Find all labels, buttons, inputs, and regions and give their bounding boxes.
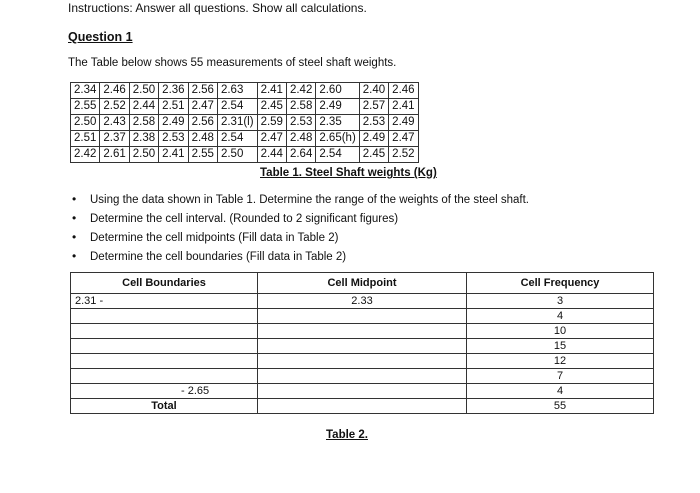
table-row [71, 399, 654, 414]
weight-cell: 2.47 [188, 99, 217, 115]
task-item [72, 247, 529, 266]
midpoint-cell [258, 399, 467, 414]
weight-cell: 2.54 [316, 147, 359, 163]
weight-cell: 2.49 [316, 99, 359, 115]
task-text: Determine the cell interval. (Rounded to 2 significant figures) [90, 213, 399, 225]
weight-cell: 2.54 [217, 131, 257, 147]
weight-cell: 2.44 [257, 147, 286, 163]
table-row [71, 354, 654, 369]
weight-cell: 2.52 [389, 147, 418, 163]
table2-caption: Table 2. [326, 429, 368, 441]
weight-cell: 2.53 [286, 115, 315, 131]
weight-cell: 2.64 [286, 147, 315, 163]
weight-cell: 2.48 [188, 131, 217, 147]
bullet-icon: • [72, 249, 77, 263]
table-row [71, 83, 419, 99]
weight-cell: 2.49 [389, 115, 418, 131]
weight-cell: 2.45 [257, 99, 286, 115]
weight-cell: 2.60 [316, 83, 359, 99]
weight-cell: 2.47 [257, 131, 286, 147]
task-text: Determine the cell boundaries (Fill data in Table 2) [90, 251, 347, 263]
midpoint-cell [258, 339, 467, 354]
weight-cell: 2.46 [389, 83, 418, 99]
task-text: Using the data shown in Table 1. Determine the range of the weights of the steel shaft. [90, 194, 529, 206]
weight-cell: 2.34 [71, 83, 100, 99]
weight-cell: 2.63 [217, 83, 257, 99]
weight-cell: 2.31(l) [217, 115, 257, 131]
weight-cell: 2.61 [100, 147, 129, 163]
weight-cell: 2.53 [359, 115, 388, 131]
weight-cell: 2.59 [257, 115, 286, 131]
frequency-cell: 55 [467, 399, 654, 414]
weight-cell: 2.45 [359, 147, 388, 163]
bullet-icon: • [72, 230, 77, 244]
header-cell-midpoint: Cell Midpoint [258, 273, 467, 294]
table-row [71, 339, 654, 354]
weight-cell: 2.56 [188, 83, 217, 99]
task-list [72, 190, 529, 266]
header-cell-frequency: Cell Frequency [467, 273, 654, 294]
weight-cell: 2.58 [286, 99, 315, 115]
frequency-cell: 15 [467, 339, 654, 354]
boundary-cell: Total [71, 399, 258, 414]
question-heading: Question 1 [68, 30, 133, 44]
boundary-cell [71, 369, 258, 384]
weight-cell: 2.49 [159, 115, 188, 131]
weight-cell: 2.38 [129, 131, 158, 147]
weight-cell: 2.53 [159, 131, 188, 147]
weight-cell: 2.51 [159, 99, 188, 115]
task-item [72, 228, 529, 247]
task-item [72, 209, 529, 228]
table-row [71, 369, 654, 384]
boundary-cell [71, 339, 258, 354]
header-cell-boundaries: Cell Boundaries [71, 273, 258, 294]
intro-text: The Table below shows 55 measurements of steel shaft weights. [68, 57, 397, 69]
frequency-cell: 4 [467, 384, 654, 399]
weight-cell: 2.42 [286, 83, 315, 99]
table-header-row [71, 273, 654, 294]
boundary-cell [71, 324, 258, 339]
boundary-cell: 2.31 - [71, 294, 258, 309]
weight-cell: 2.37 [100, 131, 129, 147]
bullet-icon: • [72, 192, 77, 206]
table-row [71, 384, 654, 399]
bullet-icon: • [72, 211, 77, 225]
boundary-cell [71, 309, 258, 324]
table-row [71, 99, 419, 115]
weight-cell: 2.49 [359, 131, 388, 147]
weight-cell: 2.43 [100, 115, 129, 131]
frequency-cell: 4 [467, 309, 654, 324]
midpoint-cell [258, 384, 467, 399]
weight-cell: 2.41 [389, 99, 418, 115]
weight-cell: 2.50 [217, 147, 257, 163]
weight-cell: 2.41 [159, 147, 188, 163]
weight-cell: 2.50 [129, 147, 158, 163]
weight-cell: 2.55 [188, 147, 217, 163]
weight-cell: 2.56 [188, 115, 217, 131]
table-row [71, 131, 419, 147]
weight-cell: 2.40 [359, 83, 388, 99]
frequency-cell: 12 [467, 354, 654, 369]
boundary-cell [71, 354, 258, 369]
weight-cell: 2.55 [71, 99, 100, 115]
weight-cell: 2.65(h) [316, 131, 359, 147]
steel-shaft-weights-table [70, 82, 419, 163]
weight-cell: 2.58 [129, 115, 158, 131]
weight-cell: 2.50 [71, 115, 100, 131]
weight-cell: 2.41 [257, 83, 286, 99]
table-row [71, 294, 654, 309]
frequency-cell: 10 [467, 324, 654, 339]
midpoint-cell [258, 369, 467, 384]
table-row [71, 309, 654, 324]
midpoint-cell [258, 354, 467, 369]
weight-cell: 2.52 [100, 99, 129, 115]
frequency-table [70, 272, 654, 414]
weight-cell: 2.36 [159, 83, 188, 99]
weight-cell: 2.46 [100, 83, 129, 99]
weight-cell: 2.47 [389, 131, 418, 147]
weight-cell: 2.44 [129, 99, 158, 115]
weight-cell: 2.50 [129, 83, 158, 99]
weight-cell: 2.42 [71, 147, 100, 163]
frequency-cell: 7 [467, 369, 654, 384]
boundary-cell: - 2.65 [71, 384, 258, 399]
table1-caption: Table 1. Steel Shaft weights (Kg) [260, 167, 437, 179]
table-row [71, 147, 419, 163]
weight-cell: 2.48 [286, 131, 315, 147]
table-row [71, 115, 419, 131]
midpoint-cell [258, 324, 467, 339]
task-text: Determine the cell midpoints (Fill data in Table 2) [90, 232, 339, 244]
table-row [71, 324, 654, 339]
instructions-text: Instructions: Answer all questions. Show all calculations. [68, 1, 367, 15]
weight-cell: 2.54 [217, 99, 257, 115]
midpoint-cell [258, 309, 467, 324]
midpoint-cell: 2.33 [258, 294, 467, 309]
frequency-cell: 3 [467, 294, 654, 309]
weight-cell: 2.35 [316, 115, 359, 131]
task-item [72, 190, 529, 209]
weight-cell: 2.57 [359, 99, 388, 115]
weight-cell: 2.51 [71, 131, 100, 147]
